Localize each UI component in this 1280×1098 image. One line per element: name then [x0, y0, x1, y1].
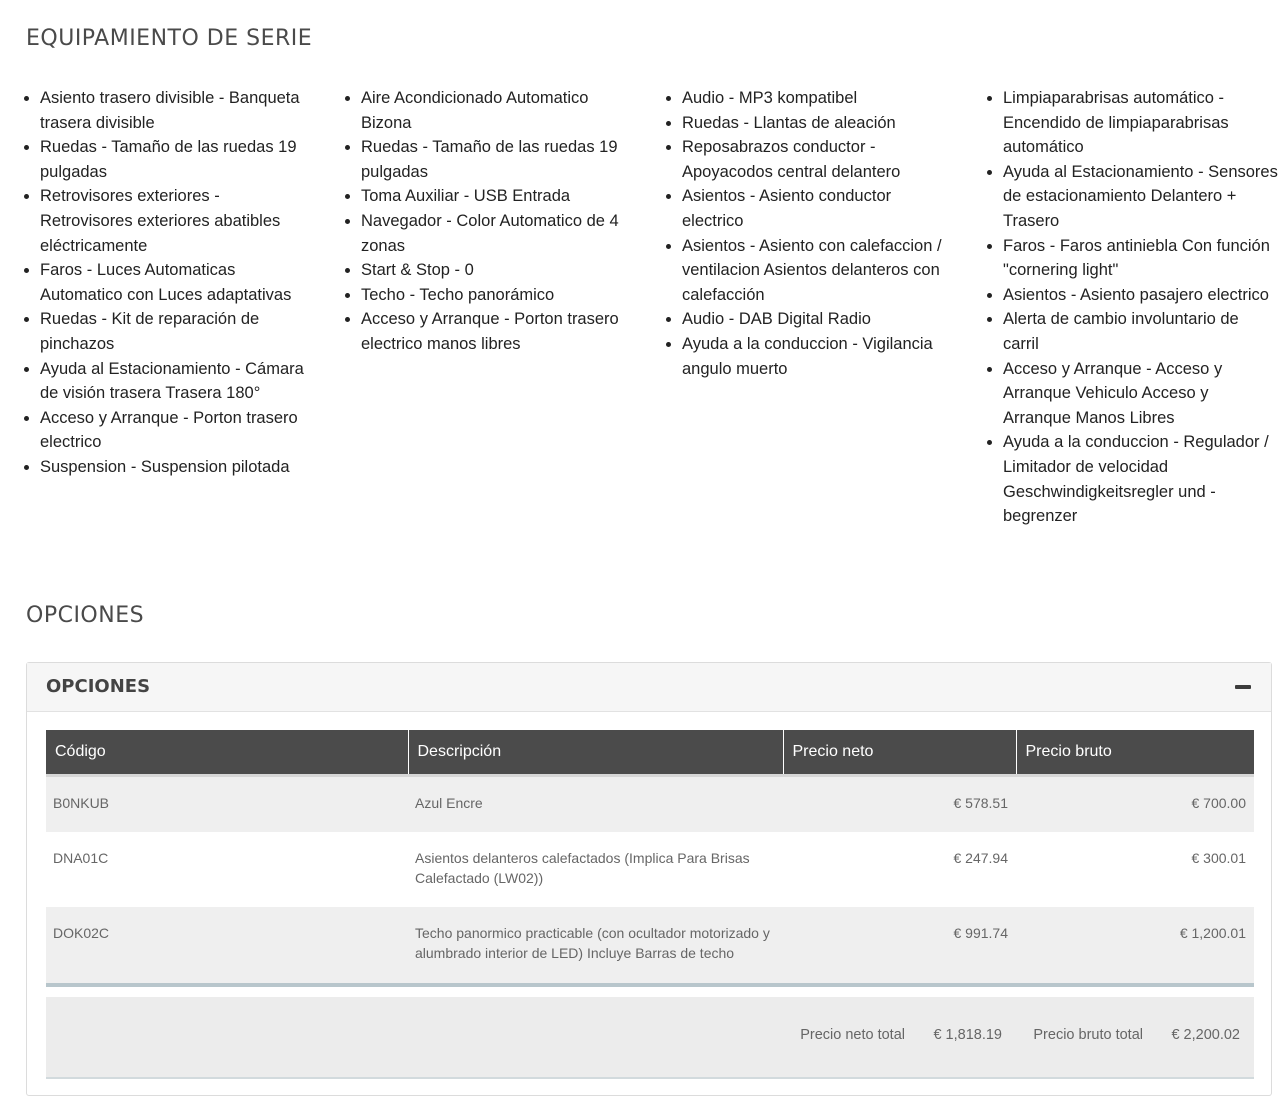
table-row [46, 832, 1254, 907]
equipment-item: Ruedas - Llantas de aleación [663, 111, 955, 136]
equipment-item: Alerta de cambio involuntario de carril [984, 307, 1278, 356]
cell-codigo: DOK02C [46, 907, 408, 985]
header-precio-neto: Precio neto [783, 730, 1016, 776]
equipment-item: Reposabrazos conductor - Apoyacodos central delantero [663, 135, 955, 184]
equipment-item: Ayuda al Estacionamiento - Sensores de estacionamiento Delantero + Trasero [984, 160, 1278, 234]
equipment-item: Ruedas - Kit de reparación de pinchazos [21, 307, 313, 356]
cell-precio-neto: € 991.74 [783, 907, 1016, 985]
collapse-button[interactable] [1231, 676, 1255, 698]
cell-codigo: DNA01C [46, 832, 408, 907]
equipment-item: Asientos - Asiento con calefaccion / ventilacion Asientos delanteros con calefacción [663, 234, 955, 308]
cell-descripcion: Azul Encre [408, 776, 783, 832]
equipment-item: Acceso y Arranque - Acceso y Arranque Vehiculo Acceso y Arranque Manos Libres [984, 357, 1278, 431]
equipment-item: Acceso y Arranque - Porton trasero electrico manos libres [342, 307, 634, 356]
gross-total-label: Precio bruto total [1033, 1027, 1143, 1043]
cell-descripcion: Techo panormico practicable (con ocultador motorizado y alumbrado interior de LED) Incluye Barras de techo [408, 907, 783, 985]
equipment-item: Acceso y Arranque - Porton trasero electrico [21, 406, 313, 455]
table-row [46, 907, 1254, 985]
gross-total-value: € 2,200.02 [1171, 1027, 1240, 1043]
equipment-item: Techo - Techo panorámico [342, 283, 634, 308]
equipment-item: Asiento trasero divisible - Banqueta trasera divisible [21, 86, 313, 135]
cell-codigo: B0NKUB [46, 776, 408, 832]
totals-row [46, 997, 1254, 1079]
opciones-title: OPCIONES [26, 603, 145, 628]
header-precio-bruto: Precio bruto [1016, 730, 1254, 776]
equipment-item: Toma Auxiliar - USB Entrada [342, 184, 634, 209]
equipment-item: Limpiaparabrisas automático - Encendido de limpiaparabrisas automático [984, 86, 1278, 160]
cell-precio-bruto: € 1,200.01 [1016, 907, 1254, 985]
equipment-item: Ayuda a la conduccion - Regulador / Limitador de velocidad Geschwindigkeitsregler und -begrenzer [984, 430, 1278, 528]
table-row [46, 776, 1254, 832]
table-header-row [46, 730, 1254, 776]
cell-precio-neto: € 578.51 [783, 776, 1016, 832]
equipment-item: Faros - Luces Automaticas Automatico con Luces adaptativas [21, 258, 313, 307]
equipment-item: Suspension - Suspension pilotada [21, 455, 313, 480]
net-total-label: Precio neto total [800, 1027, 905, 1043]
equipment-item: Audio - DAB Digital Radio [663, 307, 955, 332]
header-descripcion: Descripción [408, 730, 783, 776]
equipamiento-title: EQUIPAMIENTO DE SERIE [26, 26, 313, 51]
cell-precio-bruto: € 300.01 [1016, 832, 1254, 907]
equipment-item: Start & Stop - 0 [342, 258, 634, 283]
cell-precio-bruto: € 700.00 [1016, 776, 1254, 832]
equipment-item: Ayuda a la conduccion - Vigilancia angulo muerto [663, 332, 955, 381]
equipment-item: Ruedas - Tamaño de las ruedas 19 pulgadas [342, 135, 634, 184]
equipment-column-4 [984, 86, 1278, 529]
cell-precio-neto: € 247.94 [783, 832, 1016, 907]
cell-descripcion: Asientos delanteros calefactados (Implica Para Brisas Calefactado (LW02)) [408, 832, 783, 907]
net-total-value: € 1,818.19 [933, 1027, 1002, 1043]
minus-icon [1235, 685, 1251, 689]
equipment-column-2 [342, 86, 634, 357]
equipment-item: Asientos - Asiento pasajero electrico [984, 283, 1278, 308]
panel-title: OPCIONES [46, 676, 151, 697]
equipment-item: Ruedas - Tamaño de las ruedas 19 pulgadas [21, 135, 313, 184]
equipment-item: Faros - Faros antiniebla Con función "cornering light" [984, 234, 1278, 283]
opciones-panel-header[interactable] [27, 663, 1271, 712]
equipment-item: Audio - MP3 kompatibel [663, 86, 955, 111]
equipment-item: Ayuda al Estacionamiento - Cámara de visión trasera Trasera 180° [21, 357, 313, 406]
equipment-item: Asientos - Asiento conductor electrico [663, 184, 955, 233]
equipment-item: Navegador - Color Automatico de 4 zonas [342, 209, 634, 258]
equipment-item: Retrovisores exteriores - Retrovisores exteriores abatibles eléctricamente [21, 184, 313, 258]
equipment-column-3 [663, 86, 955, 381]
header-codigo: Código [46, 730, 408, 776]
options-table [46, 730, 1254, 987]
opciones-panel [26, 662, 1272, 1096]
equipment-column-1 [21, 86, 313, 480]
equipment-item: Aire Acondicionado Automatico Bizona [342, 86, 634, 135]
